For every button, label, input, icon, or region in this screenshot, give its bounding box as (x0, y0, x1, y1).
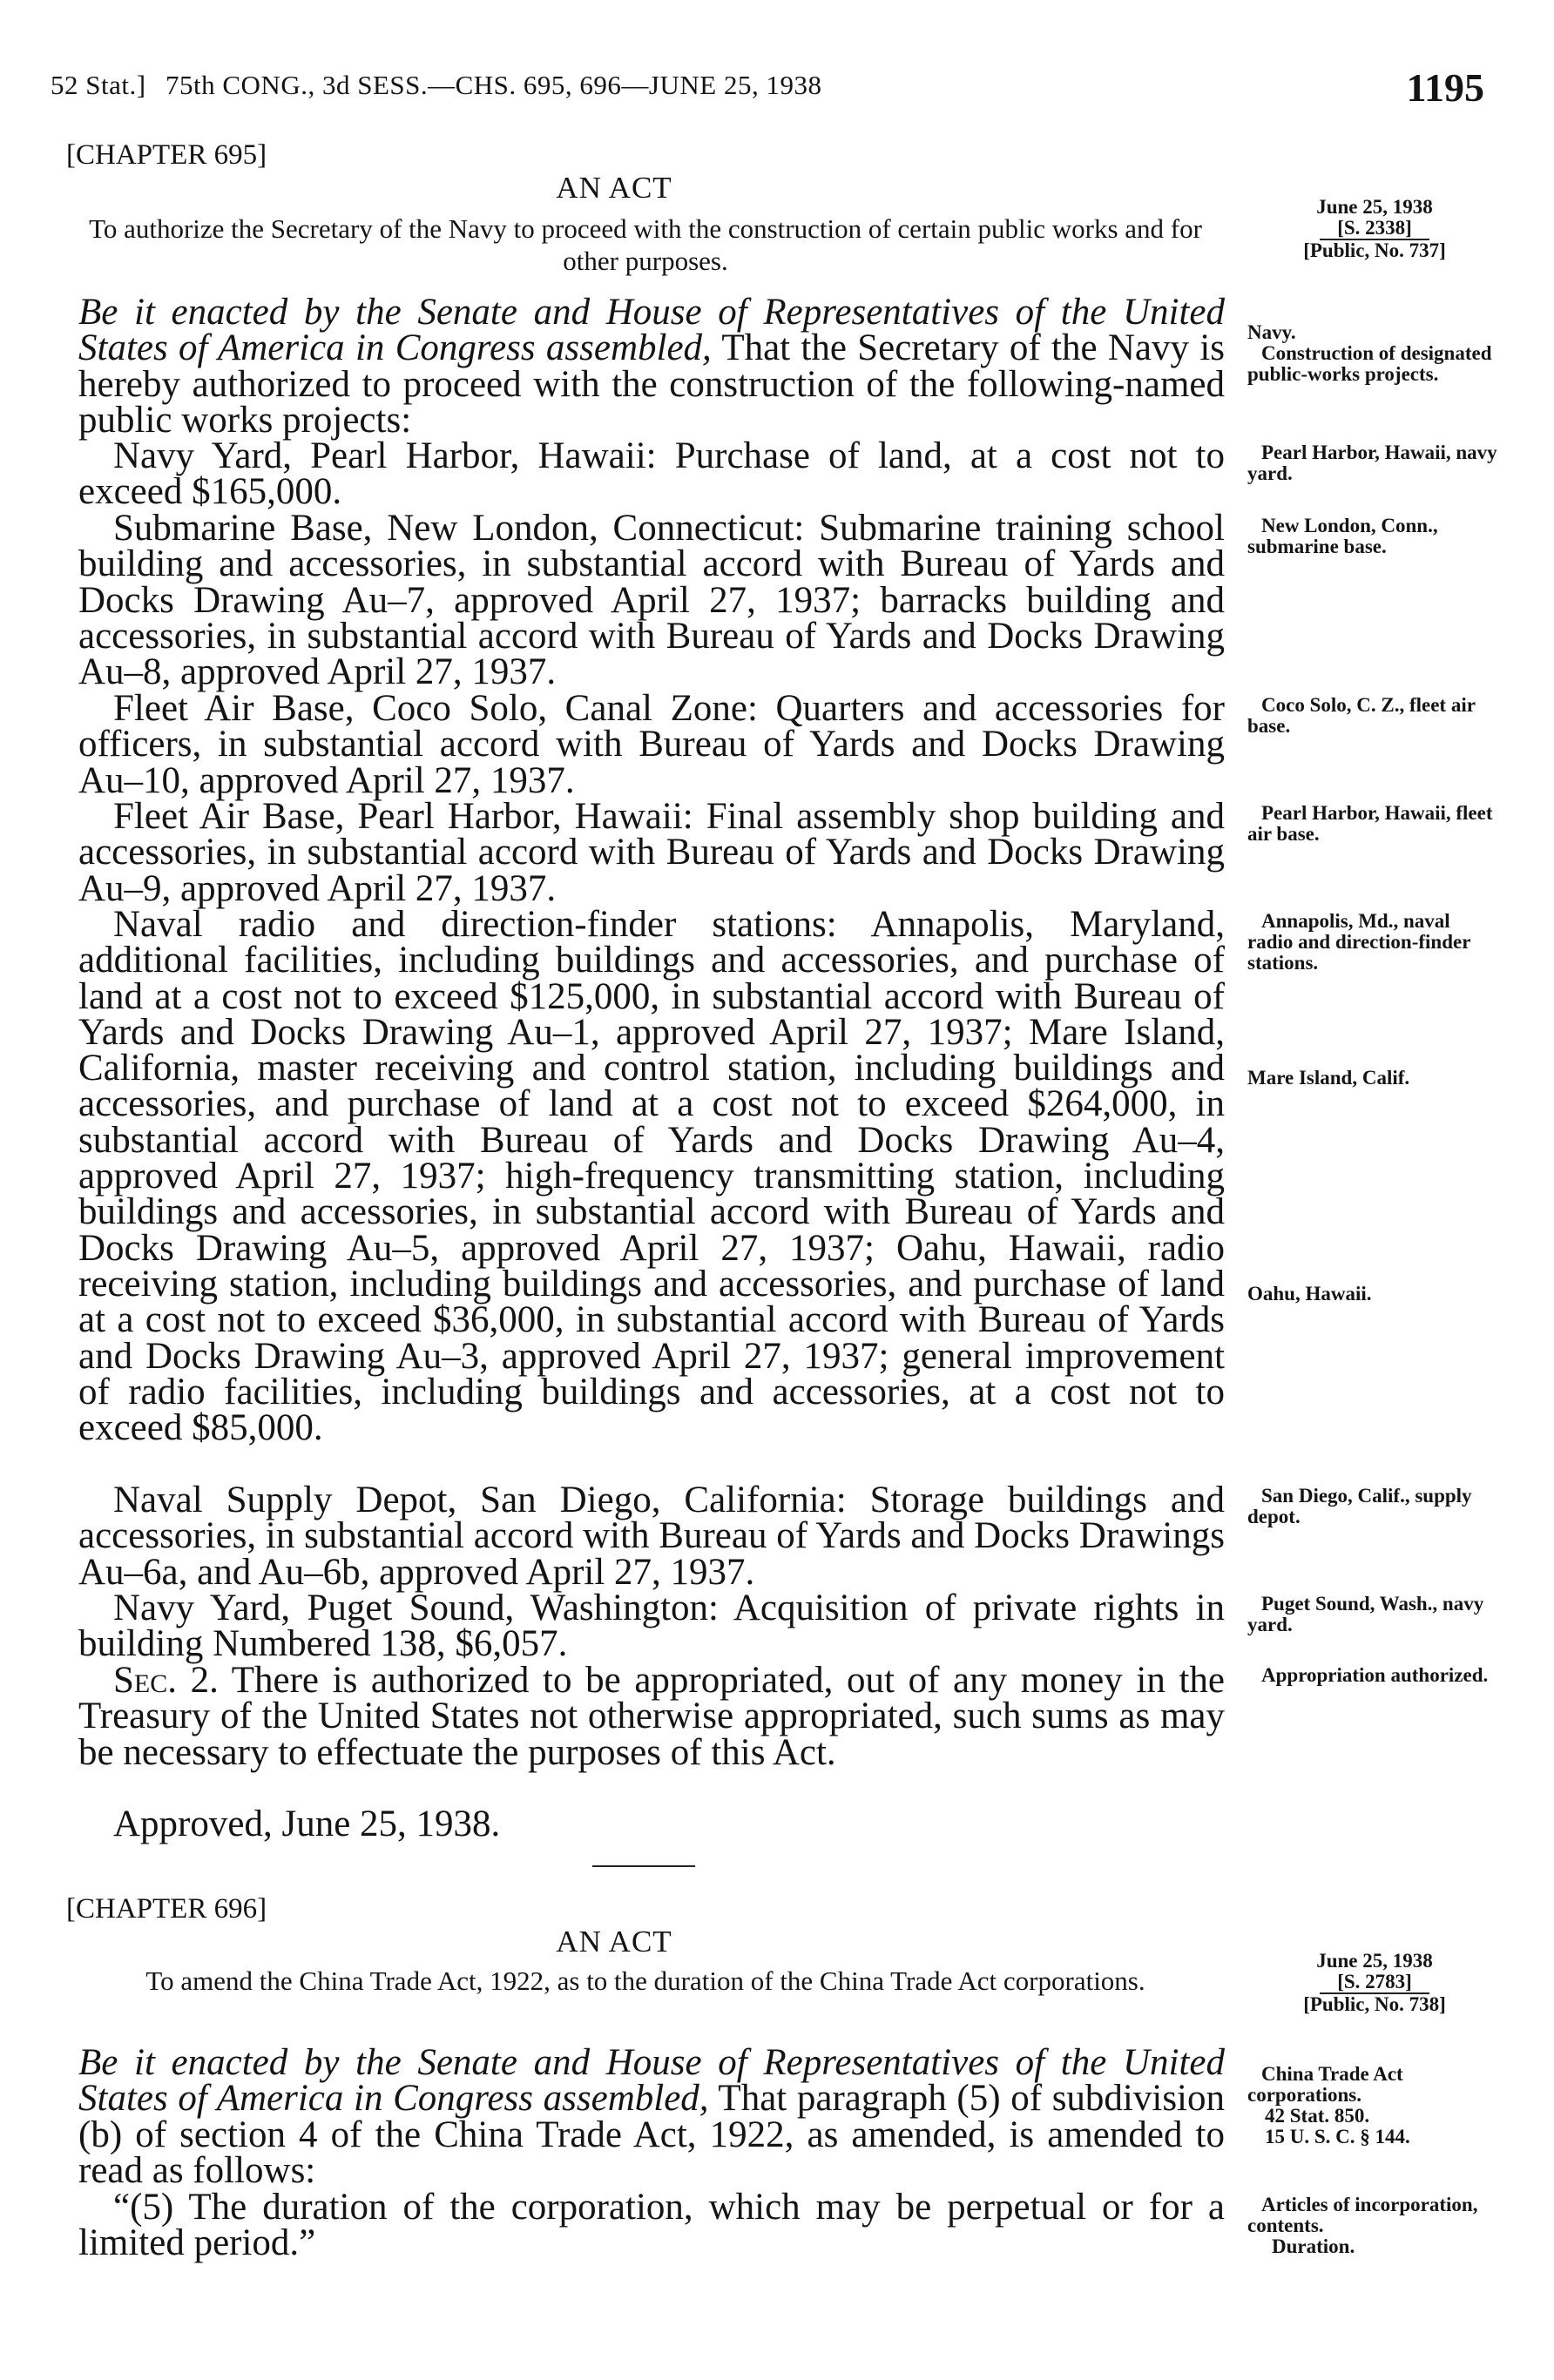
margin-note-construction: Construction of designated public-works projects. (1247, 342, 1492, 385)
margin-note-china-trade-act: China Trade Act corporations. (1247, 2063, 1403, 2106)
enacting-clause-696-rest: That paragraph (5) of subdivision (b) of section 4 of the China Trade Act, 1922, as amended, is amended to read as follows: (78, 2078, 1226, 2191)
running-header-left: 52 Stat.] (51, 70, 146, 100)
margin-note-new-london: New London, Conn., submarine base. (1247, 515, 1438, 557)
section-2-label: Sec. 2. (113, 1660, 219, 1701)
margin-note-mare-island: Mare Island, Calif. (1247, 1067, 1410, 1089)
margin-note-san-diego: San Diego, Calif., supply depot. (1247, 1485, 1472, 1527)
margin-note-annapolis: Annapolis, Md., naval radio and direction-finder stations. (1247, 910, 1470, 974)
paragraph-coco-solo: Fleet Air Base, Coco Solo, Canal Zone: Quarters and accessories for officers, in substantial accord with Bureau of Yards and Docks Drawing Au–10, approved April 27, 1937. (78, 688, 1225, 801)
running-header-center: 75th CONG., 3d SESS.—CHS. 695, 696—JUNE 25, 1938 (166, 70, 822, 100)
date-note-696 (1244, 1951, 1505, 2015)
paragraph-pearl-harbor-fleet-air: Fleet Air Base, Pearl Harbor, Hawaii: Final assembly shop building and accessories, in substantial accord with Bureau of Yards and Docks Drawing Au–9, approved April 27, 1937. (78, 796, 1225, 909)
margin-note-appropriation: Appropriation authorized. (1261, 1664, 1489, 1686)
margin-note-articles: Articles of incorporation, contents. (1247, 2194, 1478, 2236)
enacting-clause-696-italic: Be it enacted by the Senate and House of Representatives of the United States of America in Congress assembled, (78, 2042, 1225, 2120)
margin-note-navy: Navy. (1247, 321, 1296, 343)
margin-note-puget-sound: Puget Sound, Wash., navy yard. (1247, 1593, 1484, 1635)
section-2-text: There is authorized to be appropriated, out of any money in the Treasury of the United States not otherwise appropriated, such sums as may be necessary to effectuate the purposes of this Act. (78, 1660, 1225, 1773)
margin-note-stat-citation: 42 Stat. 850. (1265, 2105, 1370, 2127)
margin-note-usc-citation: 15 U. S. C. § 144. (1265, 2126, 1410, 2147)
act-purpose-696: To amend the China Trade Act, 1922, as to the duration of the China Trade Act corporations. (145, 1965, 1145, 1996)
chapter-695-heading: [CHAPTER 695] (66, 139, 267, 171)
quoted-paragraph-5: “(5) The duration of the corporation, which may be perpetual or for a limited period.” (78, 2187, 1225, 2264)
margin-note-duration: Duration. (1272, 2235, 1355, 2257)
section-2 (78, 1660, 1225, 1773)
act-purpose-695: To authorize the Secretary of the Navy to proceed with the construction of certain public works and for other purposes. (89, 213, 1202, 276)
act-title-695: AN ACT (556, 171, 672, 205)
enacting-clause-rest: That the Secretary of the Navy is hereby authorized to proceed with the construction of the following-named public works projects: (78, 327, 1225, 441)
paragraph-san-diego: Naval Supply Depot, San Diego, California: Storage buildings and accessories, in substantial accord with Bureau of Yards and Docks Drawings Au–6a, and Au–6b, approved April 27, 1937. (78, 1480, 1225, 1593)
date-note-696-date: June 25, 1938 (1316, 1950, 1433, 1972)
paragraph-pearl-harbor-navy-yard: Navy Yard, Pearl Harbor, Hawaii: Purchase of land, at a cost not to exceed $165,000. (78, 435, 1225, 513)
enacting-clause-696 (78, 2042, 1226, 2191)
date-note-695 (1244, 197, 1505, 261)
enacting-clause-italic: Be it enacted by the Senate and House of Representatives of the United States of America in Congress assembled, (78, 292, 1225, 369)
enacting-clause-695 (78, 292, 1225, 441)
paragraph-new-london: Submarine Base, New London, Connecticut: Submarine training school building and accessories, in substantial accord with Bureau of Yards and Docks Drawing Au–7, approved April 27, 1937; barracks building and accessories, in substantial accord with Bureau of Yards and Docks Drawing Au–8, approved April 27, 1937. (78, 508, 1225, 693)
paragraph-puget-sound: Navy Yard, Puget Sound, Washington: Acquisition of private rights in building Numbered 138, $6,057. (78, 1588, 1225, 1665)
date-note-696-bill: [S. 2783] (1320, 1972, 1429, 1994)
date-note-695-date: June 25, 1938 (1316, 196, 1433, 218)
date-note-696-public: [Public, No. 738] (1303, 1993, 1446, 2015)
date-note-695-public: [Public, No. 737] (1303, 239, 1446, 261)
act-title-696: AN ACT (556, 1925, 672, 1959)
chapter-696-heading: [CHAPTER 696] (66, 1893, 267, 1925)
date-note-695-bill: [S. 2338] (1320, 218, 1429, 240)
margin-note-oahu: Oahu, Hawaii. (1247, 1283, 1372, 1305)
margin-note-pearl-harbor-fleet-air: Pearl Harbor, Hawaii, fleet air base. (1247, 802, 1493, 845)
approved-line-695: Approved, June 25, 1938. (113, 1804, 501, 1844)
margin-note-pearl-harbor-navy-yard: Pearl Harbor, Hawaii, navy yard. (1247, 442, 1497, 484)
margin-note-coco-solo: Coco Solo, C. Z., fleet air base. (1247, 694, 1476, 737)
chapter-separator-rule (592, 1865, 695, 1867)
paragraph-naval-radio: Naval radio and direction-finder stations: Annapolis, Maryland, additional facilities, including buildings and accessories, and purchase of land at a cost not to exceed $125,000, in substantial accord with Bureau of Yards and Docks Drawing Au–1, approved April 27, 1937; Mare Island, California, master receiving and control station, including buildings and accessories, and purchase of land at a cost not to exceed $264,000, in substantial accord with Bureau of Yards and Docks Drawing Au–4, approved April 27, 1937; high-frequency transmitting station, including buildings and accessories, in substantial accord with Bureau of Yards and Docks Drawing Au–5, approved April 27, 1937; Oahu, Hawaii, radio receiving station, including buildings and accessories, and purchase of land at a cost not to exceed $36,000, in substantial accord with Bureau of Yards and Docks Drawing Au–3, approved April 27, 1937; general improvement of radio facilities, including buildings and accessories, at a cost not to exceed $85,000. (78, 904, 1225, 1449)
page-number: 1195 (1406, 65, 1484, 110)
